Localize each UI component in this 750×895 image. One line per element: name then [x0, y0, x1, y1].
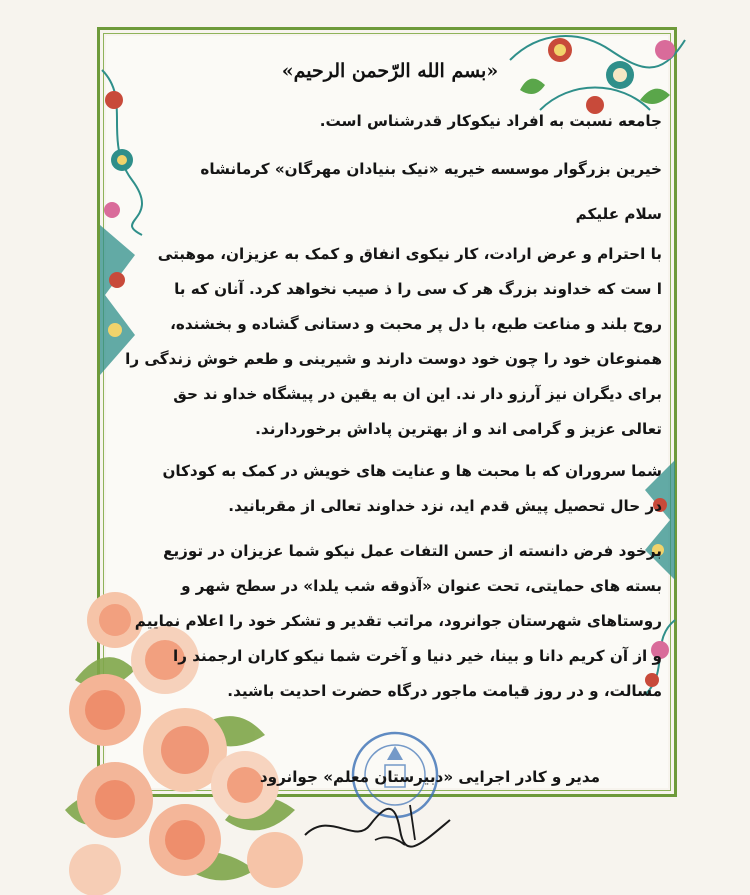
paragraph-line: بسته های حمایتی، تحت عنوان «آذوقه شب یلدا» در سطح شهر و — [181, 577, 662, 595]
addressee-line: خیرین بزرگوار موسسه خیریه «نیک بنیادان مهرگان» کرمانشاه — [200, 160, 662, 178]
paragraph-line: با احترام و عرض ارادت، کار نیکوی انفاق و کمک به عزیزان، موهبتی — [157, 245, 662, 263]
paragraph-line: ا ست که خداوند بزرگ هر ک سی را ذ صیب نخواهد کرد. آنان که با — [174, 280, 662, 298]
paragraph-line: مسالت، و در روز قیامت ماجور درگاه حضرت احدیت باشید. — [227, 682, 662, 700]
paragraph-line: در حال تحصیل پیش قدم اید، نزد خداوند تعالی از مقربانید. — [228, 497, 662, 515]
paragraph-line: برای دیگران نیز آرزو دار ند. این ان به یقین در پیشگاه خداو ند حق — [173, 385, 662, 403]
paragraph-line: برخود فرض دانسته از حسن التفات عمل نیکو شما عزیزان در توزیع — [163, 542, 662, 560]
paragraph-line: تعالی عزیز و گرامی اند و از بهترین پاداش برخوردارند. — [255, 420, 662, 438]
paragraph-line: روستاهای شهرستان جوانرود، مراتب تقدیر و تشکر خود را اعلام نماییم — [134, 612, 662, 630]
paragraph-line: همنوعان خود را چون خود دوست دارند و شیرینی و طعم خوش زندگی را — [125, 350, 662, 368]
paragraph-line: و از آن کریم دانا و بینا، خیر دنیا و آخرت شما نیکو کاران ارجمند را — [173, 647, 662, 665]
bismillah-heading: «بسم الله الرّحمن الرحیم» — [281, 60, 499, 82]
paragraph-line: شما سروران که با محبت ها و عنایت های خویش در کمک به کودکان — [162, 462, 662, 480]
carnation-bouquet-icon — [55, 560, 325, 895]
signature-line: مدیر و کادر اجرایی «دبیرستان معلم» جوانرود — [259, 768, 600, 786]
floral-ornament-icon — [92, 60, 152, 240]
paragraph-line: روح بلند و مناعت طبع، با دل پر محبت و دستانی گشاده و بخشنده، — [170, 315, 662, 333]
handwritten-signature-icon — [300, 790, 460, 860]
greeting: سلام علیکم — [575, 205, 662, 223]
addressee-line: جامعه نسبت به افراد نیکوکار قدرشناس است. — [319, 112, 662, 130]
